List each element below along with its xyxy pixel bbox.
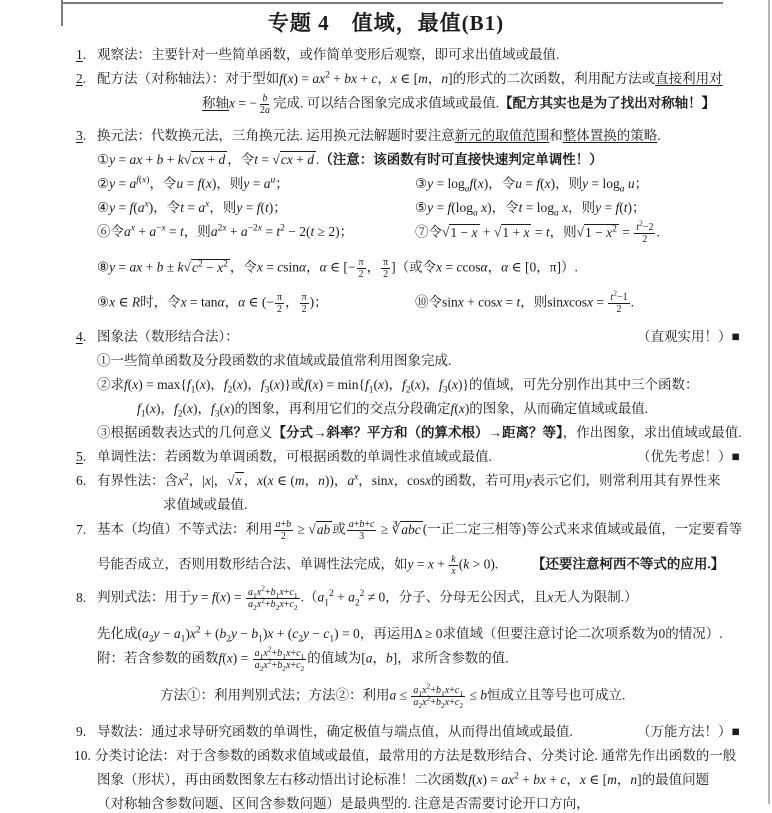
item-number: 10. [74,748,91,763]
doc-line: 图象（形状），再由函数图象左右移动悟出讨论标准！二次函数$f(x) = ax^2$ + bx + c，x ∈ [m，n]的最值问题 [97,771,710,787]
margin-annotation: （直观实用！）■ [637,329,740,344]
doc-line: ④y = $f(a^x)$，令$t = a^x$，则y = f(t)； ⑤y = $f(\log_a$ x)，令$t = \log_a x$，则y = f(t)； [97,199,646,219]
doc-line: 先化成$(a_2y - a_1)x^2 + (b_2y - b_1)x + (c_2y - c_1) = 0$，再运用Δ ≥ 0求值域（但要注意讨论二次项系数为0的情况）. [97,625,723,645]
doc-line: （对称轴含参数问题、区间含参数问题）是最典型的. 注意是否需要讨论开口方向， [97,796,590,811]
doc-line: ⑥令$a^x + a^{-x} = t$，则$a^{2x} + a^{-2x} = t^2 - 2(t \ge 2)$； ⑦令√1 − x + √1 + x = t，则$√1 - x^2$ = $\frac{t^2-2}{2}$ . [97,218,660,245]
doc-line: 称轴x = − $\frac{b}{2a}$ 完成. 可以结合图象完成求值域或最值.【配方其实也是为了找出对称轴！】 [202,93,716,116]
doc-line: ①y = ax + b + k√cx + d ，令t = √cx + d .（注意：该函数有时可直接快速判定单调性！） [97,152,603,167]
item-number: 3. [76,128,87,143]
doc-line: 3. 换元法：代数换元法，三角换元法. 运用换元法解题时要注意新元的取值范围和整体置换的策略. [76,128,661,143]
doc-line: ②求$f(x) = \max\{f_1(x)$，$f_2(x)$，$f_3(x)$}或$f(x) = \min\{f_1(x)$，$f_2(x)$，$f_3(x)$}的值域，可先分别作出其中三个函数： [97,377,699,396]
item-number: 4. [76,329,87,344]
doc-line: 6. 有界性法：含$x^2$，|x|，√x ，x(x ∈ (m，n))，$a^x$，sinx，cosx的函数，若可用y表示它们，则常利用其有界性来 [76,472,721,488]
item-number: 8. [76,589,87,605]
doc-line: 9. 导数法：通过求导研究函数的单调性，确定极值与端点值，从而得出值域或最值. （万能方法！）■ [76,724,740,739]
item-number: 9. [76,724,87,739]
doc-line: 7. 基本（均值）不等式法：利用 $\frac{a+b}{2}$ ≥ √ab 或 $\frac{a+b+c}{3}$ ≥ ∛abc (一正二定三相等)等公式来求值域或最值，一定要看等 [76,519,743,542]
item-number: 2. [76,71,87,86]
margin-annotation: （万能方法！）■ [637,724,740,739]
doc-line: 方法①：利用判别式法；方法②：利用a ≤ $\frac{a_1x^2+b_1x+c_1}{a_2x^2+b_2x+c_2}$ ≤ b恒成立且等号也可成立. [160,681,626,710]
doc-line: ③根据函数表达式的几何意义【分式→斜率？平方和（的算术根）→距离？等】，作出图象，求出值域或最值. [97,425,742,440]
page-title: 专题 4 值域，最值(B1) [267,11,505,35]
doc-line: 4. 图象法（数形结合法）： （直观实用！）■ [76,329,740,344]
doc-line: ⑧y = ax + $b \pm k√c^2 - x^2$ ，令x = csinα，α ∈ [− $\frac{\pi}{2}$ ， $\frac{\pi}{2}$ ]（或令x = ccosα，α ∈ [0，π]）. [97,257,578,280]
doc-rows [0,45,772,813]
doc-line: 2. 配方法（对称轴法）：对于型如$f(x) = ax^2$ + bx + c，x ∈ [m，n]的形式的二次函数，利用配方法或直接利用对 [76,70,723,86]
page-top-border [62,2,723,4]
doc-line: ①一些简单函数及分段函数的求值域或最值常利用图象完成. [97,353,452,368]
doc-line: ②y = $a^{f(x)}$，令u = f(x)，则$y = a^u$； ③y = $\log_af(x)$，令u = f(x)，则$y = \log_a u$； [97,175,649,195]
doc-line: ⑨x ∈ R时，令x = tanα，α ∈ (− $\frac{\pi}{2}$ ， $\frac{\pi}{2}$ )； ⑩令sinx + cosx = t，则sinxcosx = $\frac{t^2-1}{2}$ . [97,288,634,315]
item-number: 7. [76,521,87,537]
doc-line: 5. 单调性法：若函数为单调函数，可根据函数的单调性求值域或最值. （优先考虑！）■ [76,449,740,464]
margin-annotation: （优先考虑！）■ [637,449,740,464]
doc-line: $f_1(x)$，$f_2(x)$，$f_3(x)$的图象，再利用它们的交点分段确定f(x)的图象，从而确定值域或最值. [137,401,649,420]
item-number: 1. [76,47,87,62]
doc-line: 号能否成立，否则用数形结合法、单调性法完成，如y = x + $\frac{k}{x}$ (k > 0). 【还要注意柯西不等式的应用.】 [97,554,725,577]
doc-line: 求值域或最值. [163,497,248,512]
item-number: 6. [76,473,87,488]
doc-line: 10. 分类讨论法：对于含参数的函数求值域或最值，最常用的方法是数形结合、分类讨论. 通常先作出函数的一般 [74,748,737,763]
doc-line: 8. 判别式法：用于y = f(x) = $\frac{a_1x^2+b_1x+c_1}{a_2x^2+b_2x+c_2}$ $.(a_1^2 + a_2^2 \ne 0$，分子、分母无公因式，且x无人为限制.） [76,583,638,612]
item-number: 5. [76,449,87,464]
doc-line: 附：若含参数的函数f(x) = $\frac{a_1x^2+b_1x+c_1}{a_2x^2+b_2x+c_2}$ 的值域为[a，b]，求所含参数的值. [97,644,509,673]
doc-line: 1. 观察法：主要针对一些简单函数，或作简单变形后观察，即可求出值域或最值. [76,47,560,62]
